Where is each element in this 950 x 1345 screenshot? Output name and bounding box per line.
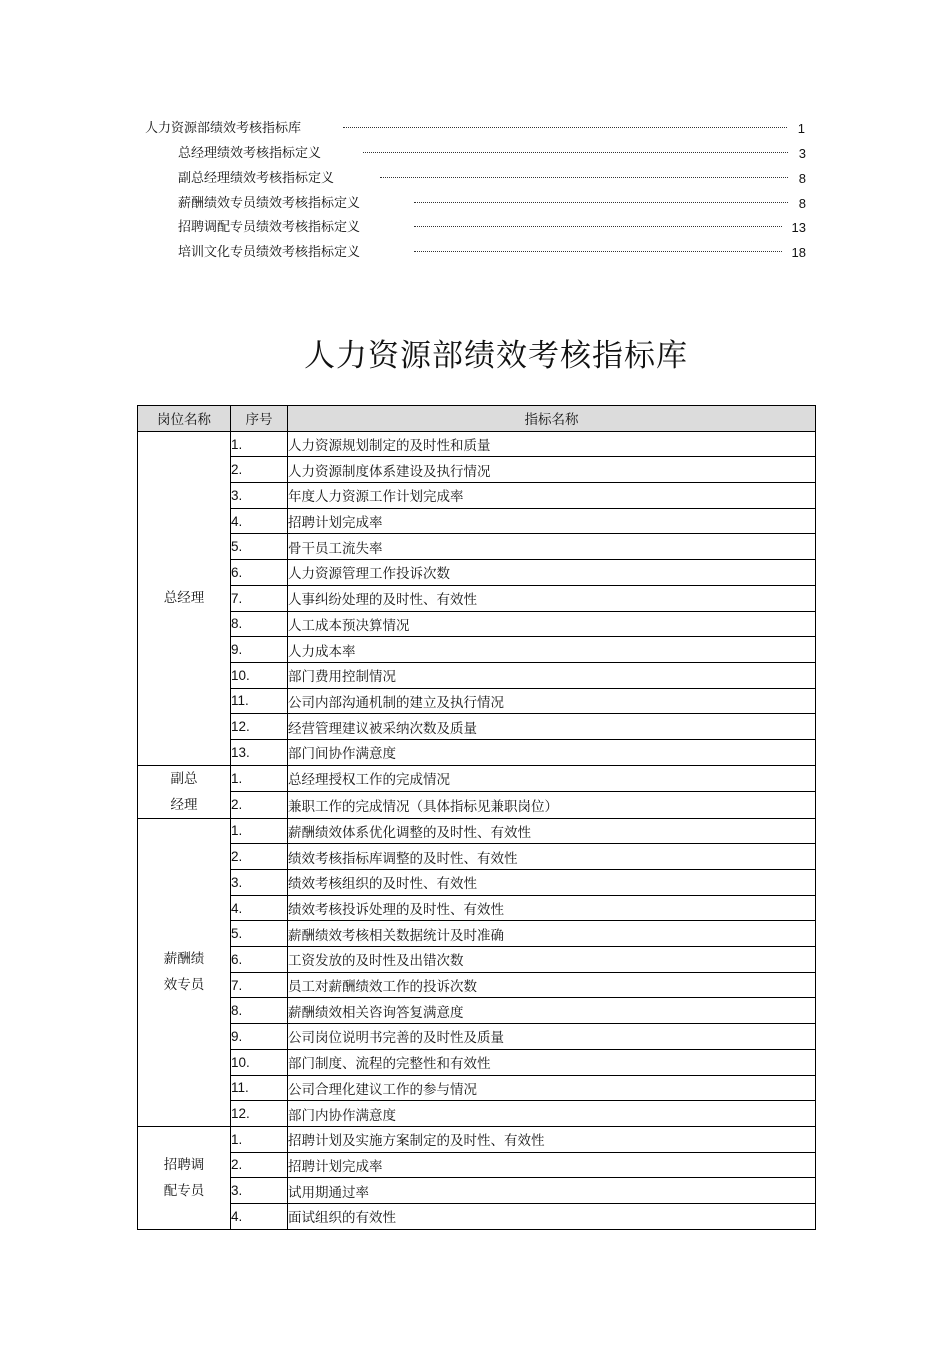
toc-leader-dots <box>414 226 782 227</box>
toc-entry[interactable] <box>178 194 806 214</box>
toc-entry-title: 副总经理绩效考核指标定义 <box>178 171 335 186</box>
index-cell: 8. <box>231 998 288 1024</box>
page-title: 人力资源部绩效考核指标库 <box>304 338 688 374</box>
toc-entry-title: 人力资源部绩效考核指标库 <box>145 121 302 136</box>
table-row <box>138 1126 816 1152</box>
index-cell: 2. <box>231 844 288 870</box>
indicator-name-cell: 绩效考核指标库调整的及时性、有效性 <box>288 844 816 870</box>
index-cell: 1. <box>231 818 288 844</box>
indicator-name-cell: 部门间协作满意度 <box>288 739 816 765</box>
table-row <box>138 739 816 765</box>
indicator-name-cell: 面试组织的有效性 <box>288 1203 816 1229</box>
kpi-table <box>137 405 816 1230</box>
toc-entry-page: 8 <box>798 196 806 211</box>
index-cell: 4. <box>231 1203 288 1229</box>
index-cell: 5. <box>231 534 288 560</box>
position-cell <box>138 1126 231 1229</box>
table-row <box>138 792 816 819</box>
indicator-name-cell: 兼职工作的完成情况（具体指标见兼职岗位） <box>288 792 816 819</box>
index-cell: 12. <box>231 1101 288 1127</box>
toc-entry[interactable] <box>178 243 806 263</box>
position-name-line: 经理 <box>170 796 198 813</box>
indicator-name-cell: 人力资源规划制定的及时性和质量 <box>288 431 816 457</box>
index-cell: 1. <box>231 1126 288 1152</box>
index-cell: 6. <box>231 560 288 586</box>
index-cell: 2. <box>231 1152 288 1178</box>
index-cell: 13. <box>231 739 288 765</box>
indicator-name-cell: 绩效考核投诉处理的及时性、有效性 <box>288 895 816 921</box>
index-cell: 3. <box>231 1178 288 1204</box>
indicator-name-cell: 人工成本预决算情况 <box>288 611 816 637</box>
table-row <box>138 637 816 663</box>
indicator-name-cell: 人力资源管理工作投诉次数 <box>288 560 816 586</box>
index-cell: 10. <box>231 662 288 688</box>
table-row <box>138 585 816 611</box>
index-cell: 12. <box>231 714 288 740</box>
indicator-name-cell: 薪酬绩效体系优化调整的及时性、有效性 <box>288 818 816 844</box>
toc-entry[interactable] <box>178 218 806 238</box>
indicator-name-cell: 经营管理建议被采纳次数及质量 <box>288 714 816 740</box>
toc-leader-dots <box>414 202 788 203</box>
table-row <box>138 1152 816 1178</box>
indicator-name-cell: 员工对薪酬绩效工作的投诉次数 <box>288 972 816 998</box>
indicator-name-cell: 公司内部沟通机制的建立及执行情况 <box>288 688 816 714</box>
position-name-line: 效专员 <box>163 977 205 994</box>
index-cell: 2. <box>231 457 288 483</box>
table-row <box>138 688 816 714</box>
table-row <box>138 1101 816 1127</box>
indicator-name-cell: 试用期通过率 <box>288 1178 816 1204</box>
indicator-name-cell: 招聘计划完成率 <box>288 508 816 534</box>
indicator-name-cell: 招聘计划及实施方案制定的及时性、有效性 <box>288 1126 816 1152</box>
position-name-line: 薪酬绩 <box>163 951 205 968</box>
index-cell: 8. <box>231 611 288 637</box>
kpi-table-body <box>138 431 816 1229</box>
toc-entry-page: 8 <box>798 171 806 186</box>
table-row <box>138 714 816 740</box>
toc-entry-title: 薪酬绩效专员绩效考核指标定义 <box>178 196 361 211</box>
table-row <box>138 611 816 637</box>
table-row <box>138 1178 816 1204</box>
toc-entry-page: 18 <box>791 245 806 260</box>
indicator-name-cell: 公司岗位说明书完善的及时性及质量 <box>288 1024 816 1050</box>
indicator-name-cell: 薪酬绩效考核相关数据统计及时准确 <box>288 921 816 947</box>
position-cell <box>138 431 231 765</box>
index-cell: 3. <box>231 870 288 896</box>
table-row <box>138 921 816 947</box>
toc-entry-title: 招聘调配专员绩效考核指标定义 <box>178 220 361 235</box>
header-number: 序号 <box>231 406 288 432</box>
table-row <box>138 765 816 792</box>
table-row <box>138 1049 816 1075</box>
toc-entry-title: 总经理绩效考核指标定义 <box>178 146 322 161</box>
table-row <box>138 947 816 973</box>
table-row <box>138 972 816 998</box>
table-row <box>138 457 816 483</box>
toc-entry-page: 1 <box>797 121 805 136</box>
toc-entry-page: 3 <box>798 146 806 161</box>
position-name-line: 招聘调 <box>163 1156 205 1173</box>
indicator-name-cell: 招聘计划完成率 <box>288 1152 816 1178</box>
indicator-name-cell: 骨干员工流失率 <box>288 534 816 560</box>
header-indicator: 指标名称 <box>288 406 816 432</box>
position-name-line: 副总 <box>170 770 198 787</box>
index-cell: 7. <box>231 585 288 611</box>
toc-entry-page: 13 <box>791 220 806 235</box>
indicator-name-cell: 年度人力资源工作计划完成率 <box>288 483 816 509</box>
index-cell: 2. <box>231 792 288 819</box>
indicator-name-cell: 薪酬绩效相关咨询答复满意度 <box>288 998 816 1024</box>
index-cell: 5. <box>231 921 288 947</box>
table-row <box>138 870 816 896</box>
table-row <box>138 1024 816 1050</box>
table-row <box>138 534 816 560</box>
table-row <box>138 560 816 586</box>
toc-leader-dots <box>380 177 788 178</box>
index-cell: 7. <box>231 972 288 998</box>
table-row <box>138 844 816 870</box>
position-cell <box>138 818 231 1126</box>
header-position: 岗位名称 <box>138 406 231 432</box>
index-cell: 4. <box>231 895 288 921</box>
table-row <box>138 895 816 921</box>
table-row <box>138 1203 816 1229</box>
table-row <box>138 662 816 688</box>
table-row <box>138 431 816 457</box>
toc-entry[interactable] <box>178 169 806 189</box>
indicator-name-cell: 人事纠纷处理的及时性、有效性 <box>288 585 816 611</box>
index-cell: 6. <box>231 947 288 973</box>
position-name-line: 总经理 <box>163 590 205 607</box>
position-cell <box>138 765 231 818</box>
index-cell: 10. <box>231 1049 288 1075</box>
indicator-name-cell: 公司合理化建议工作的参与情况 <box>288 1075 816 1101</box>
indicator-name-cell: 总经理授权工作的完成情况 <box>288 765 816 792</box>
table-row <box>138 818 816 844</box>
index-cell: 9. <box>231 1024 288 1050</box>
table-row <box>138 1075 816 1101</box>
toc-entry[interactable] <box>178 144 806 164</box>
indicator-name-cell: 人力成本率 <box>288 637 816 663</box>
table-row <box>138 483 816 509</box>
index-cell: 3. <box>231 483 288 509</box>
index-cell: 4. <box>231 508 288 534</box>
indicator-name-cell: 部门内协作满意度 <box>288 1101 816 1127</box>
toc-entry-title: 培训文化专员绩效考核指标定义 <box>178 245 361 260</box>
index-cell: 9. <box>231 637 288 663</box>
indicator-name-cell: 工资发放的及时性及出错次数 <box>288 947 816 973</box>
toc-entry[interactable] <box>145 119 805 139</box>
indicator-name-cell: 绩效考核组织的及时性、有效性 <box>288 870 816 896</box>
toc-leader-dots <box>343 127 787 128</box>
toc-leader-dots <box>414 251 782 252</box>
toc-leader-dots <box>363 152 788 153</box>
position-name-line: 配专员 <box>163 1182 205 1199</box>
indicator-name-cell: 部门费用控制情况 <box>288 662 816 688</box>
indicator-name-cell: 人力资源制度体系建设及执行情况 <box>288 457 816 483</box>
index-cell: 1. <box>231 765 288 792</box>
indicator-name-cell: 部门制度、流程的完整性和有效性 <box>288 1049 816 1075</box>
table-row <box>138 998 816 1024</box>
index-cell: 1. <box>231 431 288 457</box>
table-row <box>138 508 816 534</box>
index-cell: 11. <box>231 688 288 714</box>
index-cell: 11. <box>231 1075 288 1101</box>
table-header-row <box>138 406 816 432</box>
